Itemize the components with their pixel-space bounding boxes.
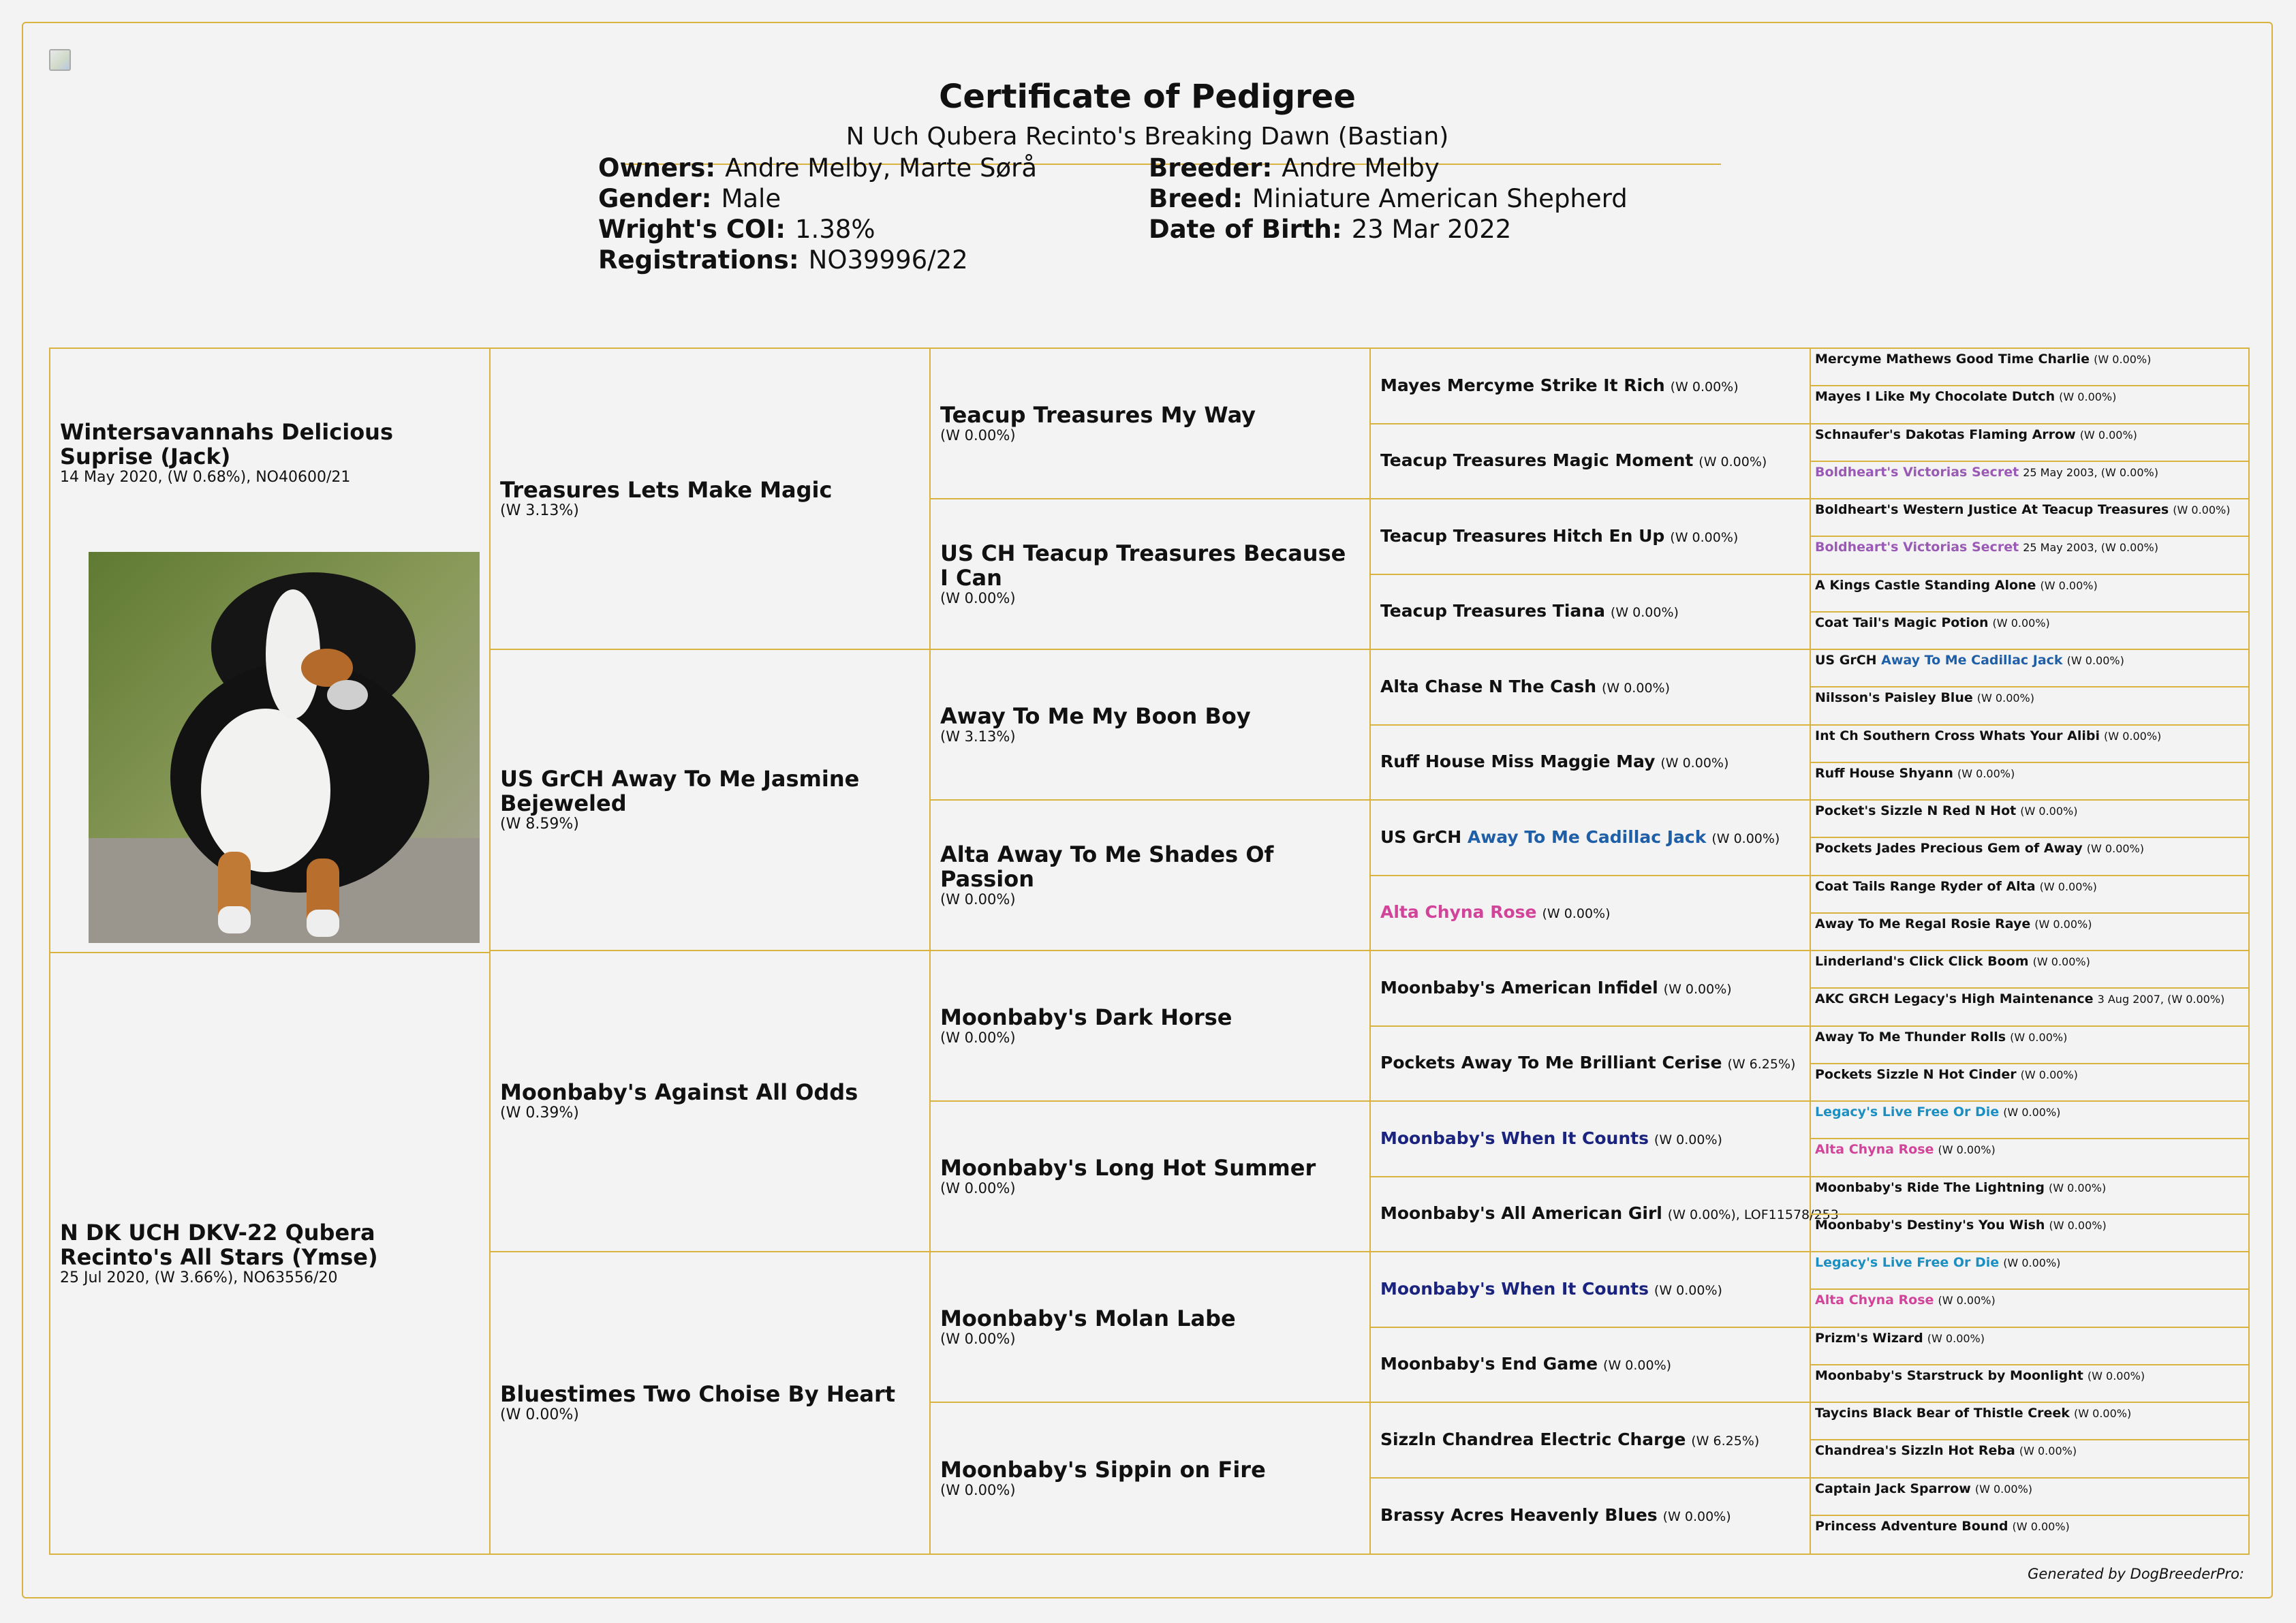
- gen2-detail: (W 0.39%): [500, 1104, 579, 1122]
- gen4-cell[interactable]: [1371, 1252, 1811, 1328]
- gen2-detail: (W 0.00%): [500, 1406, 579, 1423]
- gen5-cell[interactable]: [1811, 951, 2248, 989]
- gen5-line: [1815, 614, 2244, 632]
- gen5-detail: (W 0.00%): [2010, 1031, 2068, 1044]
- gen5-detail: (W 0.00%): [2079, 429, 2137, 442]
- gen5-cell[interactable]: [1811, 499, 2248, 537]
- gen5-name: Captain Jack Sparrow: [1815, 1481, 1971, 1496]
- gen4-detail: (W 0.00%): [1662, 1509, 1731, 1524]
- gen5-line: [1815, 1103, 2244, 1122]
- gen5-detail: (W 0.00%): [1938, 1294, 1996, 1307]
- gen2-cell[interactable]: [491, 1252, 931, 1554]
- gen5-cell[interactable]: [1811, 462, 2248, 499]
- gen5-line: [1815, 1066, 2244, 1084]
- title-prefix: US GrCH: [1815, 653, 1882, 668]
- gen4-name: Moonbaby's American Infidel: [1380, 977, 1658, 998]
- gen4-name: Alta Chyna Rose: [1380, 902, 1537, 922]
- gen5-detail: (W 0.00%): [2066, 654, 2124, 667]
- gen4-cell[interactable]: [1371, 1027, 1811, 1102]
- gen5-line: [1815, 1404, 2244, 1423]
- gen3-name: Alta Away To Me Shades Of Passion: [940, 841, 1274, 892]
- gen5-line: [1815, 990, 2244, 1008]
- gen5-detail: (W 0.00%): [2039, 880, 2097, 893]
- gen5-name: Away To Me Regal Rosie Raye: [1815, 916, 2031, 931]
- gen2-name: Treasures Lets Make Magic: [500, 477, 833, 503]
- gen5-detail: (W 0.00%): [2040, 579, 2098, 592]
- gen5-detail: (W 0.00%): [2003, 1106, 2061, 1119]
- gen5-name: Legacy's Live Free Or Die: [1815, 1255, 2000, 1270]
- owners-row: Owners: Andre Melby, Marte Sørå: [598, 153, 1038, 183]
- gen4-detail: (W 0.00%): [1660, 756, 1729, 771]
- coi-row: Wright's COI: 1.38%: [598, 215, 875, 244]
- gen5-line: [1815, 1028, 2244, 1047]
- dog-photo: [89, 552, 480, 943]
- gen3-detail: (W 0.00%): [940, 590, 1016, 606]
- gen4-detail: (W 0.00%): [1711, 831, 1780, 846]
- gen2-name: Moonbaby's Against All Odds: [500, 1079, 858, 1105]
- gen5-cell[interactable]: [1811, 914, 2248, 951]
- gen4-name: Moonbaby's When It Counts: [1380, 1278, 1649, 1299]
- pedigree-grid: [49, 347, 2250, 1555]
- gen5-line: [1815, 1291, 2244, 1310]
- gen4-name: Pockets Away To Me Brilliant Cerise: [1380, 1053, 1722, 1072]
- gen3-detail: (W 3.13%): [940, 728, 1016, 745]
- gen5-detail: (W 0.00%): [1957, 767, 2015, 780]
- gen4-cell[interactable]: [1371, 499, 1811, 575]
- gender-row: Gender: Male: [598, 184, 781, 213]
- gen4-detail: (W 6.25%): [1691, 1433, 1760, 1449]
- gen4-name: Teacup Treasures Tiana: [1380, 601, 1605, 621]
- gen5-line: [1815, 426, 2244, 444]
- gen5-detail: (W 0.00%): [1976, 692, 2034, 705]
- gen4-detail: (W 0.00%): [1610, 605, 1679, 620]
- gen5-detail: (W 0.00%): [2094, 353, 2152, 366]
- gen5-line: [1815, 350, 2244, 369]
- gen3-cell[interactable]: [931, 349, 1371, 499]
- gen3-detail: (W 0.00%): [940, 427, 1016, 444]
- dog-name-subtitle: N Uch Qubera Recinto's Breaking Dawn (Bastian): [846, 123, 1449, 151]
- gen4-detail: (W 0.00%): [1670, 379, 1739, 395]
- gen3-cell[interactable]: [931, 650, 1371, 801]
- gen3-cell[interactable]: [931, 801, 1371, 951]
- gen2-cell[interactable]: [491, 951, 931, 1252]
- gen4-cell[interactable]: [1371, 1177, 1839, 1252]
- gen5-cell[interactable]: [1811, 1479, 2248, 1516]
- gen5-line: [1815, 953, 2244, 971]
- title-prefix: Int Ch: [1815, 728, 1863, 743]
- gen4-detail: (W 0.00%): [1542, 906, 1611, 921]
- gen5-detail: (W 0.00%): [2020, 1068, 2078, 1081]
- gen5-cell[interactable]: [1811, 537, 2248, 575]
- gen3-cell[interactable]: [931, 1252, 1371, 1403]
- gen4-detail: (W 0.00%): [1603, 1358, 1672, 1373]
- gen5-cell[interactable]: [1811, 1102, 2248, 1139]
- gen5-detail: (W 0.00%): [2049, 1219, 2107, 1232]
- gen5-cell[interactable]: [1811, 1328, 2248, 1365]
- gen4-line: [1380, 526, 1800, 548]
- gen5-line: [1815, 915, 2244, 933]
- gen5-cell[interactable]: [1811, 687, 2248, 726]
- gen5-detail: (W 0.00%): [2003, 1256, 2061, 1269]
- dam-name: N DK UCH DKV-22 Qubera Recinto's All Stars (Ymse): [60, 1219, 378, 1270]
- gen5-name: Legacy's Live Free Or Die: [1815, 1104, 2000, 1119]
- gen5-detail: (W 0.00%): [2104, 730, 2162, 743]
- gen5-cell[interactable]: [1811, 424, 2248, 462]
- gen5-detail: 3 Aug 2007, (W 0.00%): [2097, 993, 2225, 1006]
- gen5-name: Alta Chyna Rose: [1815, 1293, 1934, 1308]
- gen5-cell[interactable]: [1811, 1440, 2248, 1479]
- gen5-cell[interactable]: [1811, 1177, 2248, 1215]
- gen5-cell[interactable]: [1811, 1215, 2248, 1252]
- gen5-name: Princess Adventure Bound: [1815, 1519, 2008, 1534]
- gen5-cell[interactable]: [1811, 1027, 2248, 1064]
- gen5-line: [1815, 576, 2244, 595]
- gen5-cell[interactable]: [1811, 838, 2248, 876]
- gen5-line: [1815, 1141, 2244, 1159]
- gen4-line: [1380, 677, 1800, 698]
- gen5-name: Boldheart's Victorias Secret: [1815, 540, 2019, 555]
- gen4-name: Teacup Treasures Magic Moment: [1380, 450, 1694, 470]
- gen2-detail: (W 8.59%): [500, 816, 579, 833]
- title-prefix: US GrCH: [1380, 826, 1468, 847]
- gen5-cell[interactable]: [1811, 1403, 2248, 1440]
- gen5-cell[interactable]: [1811, 386, 2248, 424]
- gen3-cell[interactable]: [931, 1403, 1371, 1554]
- sire-name: Wintersavannahs Delicious Suprise (Jack): [60, 419, 393, 469]
- gen5-name: Coat Tail's Magic Potion: [1815, 615, 1989, 630]
- gen2-cell[interactable]: [491, 650, 931, 951]
- gen4-line: [1380, 1203, 1839, 1225]
- gen5-cell[interactable]: [1811, 575, 2248, 613]
- title-prefix: AKC GRCH: [1815, 991, 1894, 1006]
- page-title: Certificate of Pedigree: [939, 78, 1356, 116]
- gen3-detail: (W 0.00%): [940, 1030, 1016, 1046]
- info-right-column: [1149, 153, 1628, 245]
- gen4-name: Ruff House Miss Maggie May: [1380, 752, 1656, 771]
- gen4-detail: (W 0.00%): [1663, 981, 1732, 997]
- gen4-name: Moonbaby's All American Girl: [1380, 1203, 1662, 1223]
- gen4-line: [1380, 1429, 1800, 1451]
- gen3-name: Away To Me My Boon Boy: [940, 703, 1251, 729]
- gen5-line: [1815, 1480, 2244, 1498]
- gen5-name: Nilsson's Paisley Blue: [1815, 690, 1973, 705]
- gen3-cell[interactable]: [931, 499, 1371, 650]
- logo-image-icon: [49, 49, 71, 71]
- gen5-name: Away To Me Thunder Rolls: [1815, 1030, 2006, 1045]
- gen5-name: Pocket's Sizzle N Red N Hot: [1815, 803, 2017, 818]
- gen5-name: Mayes I Like My Chocolate Dutch: [1815, 389, 2055, 404]
- gen4-line: [1380, 1128, 1800, 1150]
- dam-cell[interactable]: [50, 953, 491, 1554]
- gen5-name: Away To Me Cadillac Jack: [1881, 653, 2063, 668]
- gen4-detail: (W 0.00%): [1654, 1282, 1722, 1298]
- gen5-line: [1815, 839, 2244, 858]
- gen5-cell[interactable]: [1811, 763, 2248, 801]
- gen5-detail: (W 0.00%): [2019, 1444, 2077, 1457]
- gen5-name: Schnaufer's Dakotas Flaming Arrow: [1815, 427, 2076, 442]
- gen5-line: [1815, 1254, 2244, 1272]
- gen5-cell[interactable]: [1811, 726, 2248, 763]
- gen3-name: Teacup Treasures My Way: [940, 402, 1256, 428]
- gen5-detail: 25 May 2003, (W 0.00%): [2023, 466, 2158, 479]
- gen4-name: Brassy Acres Heavenly Blues: [1380, 1505, 1658, 1525]
- gen5-cell[interactable]: [1811, 1516, 2248, 1554]
- gen2-cell[interactable]: [491, 349, 931, 650]
- gen4-cell[interactable]: [1371, 349, 1811, 424]
- gen5-detail: (W 0.00%): [2034, 918, 2092, 931]
- gen5-name: Pockets Jades Precious Gem of Away: [1815, 841, 2083, 856]
- gen5-name: Southern Cross Whats Your Alibi: [1863, 728, 2100, 743]
- gen5-line: [1815, 764, 2244, 783]
- gen4-cell[interactable]: [1371, 876, 1811, 951]
- gen4-line: [1380, 827, 1800, 849]
- gen5-name: Boldheart's Western Justice At Teacup Treasures: [1815, 502, 2169, 517]
- breeder-row: Breeder: Andre Melby: [1149, 153, 1440, 183]
- gen5-line: [1815, 1442, 2244, 1460]
- gen4-cell[interactable]: [1371, 575, 1811, 650]
- gen5-detail: 25 May 2003, (W 0.00%): [2023, 541, 2158, 554]
- gen5-cell[interactable]: [1811, 349, 2248, 386]
- gen5-cell[interactable]: [1811, 1365, 2248, 1403]
- gen5-detail: (W 0.00%): [1938, 1143, 1996, 1156]
- gen5-name: Boldheart's Victorias Secret: [1815, 465, 2019, 480]
- gen4-line: [1380, 1505, 1800, 1527]
- gen5-name: Coat Tails Range Ryder of Alta: [1815, 879, 2036, 894]
- gen4-detail: (W 0.00%): [1670, 529, 1739, 545]
- dam-detail: 25 Jul 2020, (W 3.66%), NO63556/20: [60, 1269, 338, 1286]
- gen3-name: Moonbaby's Long Hot Summer: [940, 1155, 1316, 1181]
- gen3-cell[interactable]: [931, 951, 1371, 1102]
- gen4-cell[interactable]: [1371, 1102, 1811, 1177]
- gen5-detail: (W 0.00%): [2048, 1181, 2107, 1194]
- gen5-name: Alta Chyna Rose: [1815, 1142, 1934, 1157]
- gen5-line: [1815, 1179, 2244, 1197]
- gen5-name: Legacy's High Maintenance: [1893, 991, 2094, 1006]
- gen5-line: [1815, 1517, 2244, 1536]
- gen4-line: [1380, 902, 1800, 924]
- gen5-line: [1815, 1367, 2244, 1385]
- gen2-name: Bluestimes Two Choise By Heart: [500, 1381, 896, 1407]
- gen5-line: [1815, 878, 2244, 896]
- gen4-name: Mayes Mercyme Strike It Rich: [1380, 375, 1665, 395]
- gen5-line: [1815, 727, 2244, 745]
- gen5-cell[interactable]: [1811, 650, 2248, 687]
- gen5-detail: (W 0.00%): [2012, 1520, 2070, 1533]
- gen5-cell[interactable]: [1811, 1290, 2248, 1328]
- gen5-detail: (W 0.00%): [2032, 955, 2090, 968]
- gen3-detail: (W 0.00%): [940, 891, 1016, 908]
- gen3-detail: (W 0.00%): [940, 1331, 1016, 1347]
- gen5-line: [1815, 802, 2244, 820]
- gen4-line: [1380, 1354, 1800, 1376]
- gen3-name: Moonbaby's Dark Horse: [940, 1004, 1232, 1030]
- gen3-cell[interactable]: [931, 1102, 1371, 1252]
- gen4-line: [1380, 752, 1800, 773]
- gen3-name: Moonbaby's Molan Labe: [940, 1305, 1236, 1331]
- gen5-line: [1815, 463, 2244, 482]
- gen4-cell[interactable]: [1371, 726, 1811, 801]
- gen4-line: [1380, 450, 1800, 472]
- dob-row: Date of Birth: 23 Mar 2022: [1149, 215, 1512, 244]
- sire-cell[interactable]: [50, 349, 491, 953]
- gen4-detail: (W 0.00%), LOF11578/253: [1667, 1207, 1839, 1222]
- gen5-cell[interactable]: [1811, 989, 2248, 1027]
- gen5-line: [1815, 1216, 2244, 1235]
- gen3-detail: (W 0.00%): [940, 1482, 1016, 1498]
- gen2-detail: (W 3.13%): [500, 502, 579, 519]
- gen4-cell[interactable]: [1371, 650, 1811, 726]
- gen3-name: US CH Teacup Treasures Because I Can: [940, 540, 1346, 591]
- gen4-name: Sizzln Chandrea Electric Charge: [1380, 1429, 1686, 1449]
- gen4-detail: (W 6.25%): [1727, 1057, 1796, 1072]
- gen4-line: [1380, 1279, 1800, 1301]
- gen4-detail: (W 0.00%): [1698, 454, 1767, 469]
- gen4-name: Teacup Treasures Hitch En Up: [1380, 525, 1665, 546]
- gen5-name: Ruff House Shyann: [1815, 766, 1953, 781]
- gen4-cell[interactable]: [1371, 951, 1811, 1027]
- gen5-name: Mercyme Mathews Good Time Charlie: [1815, 352, 2090, 367]
- gen5-line: [1815, 689, 2244, 707]
- gen5-line: [1815, 651, 2244, 670]
- gen5-cell[interactable]: [1811, 613, 2248, 650]
- gen5-name: Moonbaby's Starstruck by Moonlight: [1815, 1368, 2083, 1383]
- gen4-line: [1380, 1053, 1800, 1075]
- gen5-name: Chandrea's Sizzln Hot Reba: [1815, 1443, 2015, 1458]
- gen5-name: Moonbaby's Ride The Lightning: [1815, 1180, 2045, 1195]
- gen4-line: [1380, 375, 1800, 397]
- gen3-detail: (W 0.00%): [940, 1180, 1016, 1196]
- gen4-line: [1380, 978, 1800, 1000]
- gen4-cell[interactable]: [1371, 424, 1811, 499]
- gen5-cell[interactable]: [1811, 801, 2248, 838]
- gen4-cell[interactable]: [1371, 801, 1811, 876]
- gen4-detail: (W 0.00%): [1654, 1132, 1722, 1147]
- gen4-cell[interactable]: [1371, 1403, 1811, 1479]
- gen4-name: Moonbaby's End Game: [1380, 1354, 1598, 1374]
- gen5-cell[interactable]: [1811, 1139, 2248, 1177]
- gen5-line: [1815, 538, 2244, 557]
- gen3-name: Moonbaby's Sippin on Fire: [940, 1457, 1266, 1483]
- gen4-name: Away To Me Cadillac Jack: [1467, 826, 1707, 847]
- gen5-cell[interactable]: [1811, 1252, 2248, 1290]
- gen5-cell[interactable]: [1811, 876, 2248, 914]
- gen5-detail: (W 0.00%): [2073, 1407, 2132, 1420]
- breed-row: Breed: Miniature American Shepherd: [1149, 184, 1628, 213]
- gen4-name: Alta Chase N The Cash: [1380, 676, 1597, 696]
- gen5-line: [1815, 388, 2244, 406]
- gen4-line: [1380, 601, 1800, 623]
- dog-photo-icon: [89, 552, 480, 943]
- gen5-detail: (W 0.00%): [1992, 617, 2050, 630]
- gen5-name: Prizm's Wizard: [1815, 1331, 1923, 1346]
- gen4-cell[interactable]: [1371, 1328, 1811, 1403]
- gen4-cell[interactable]: [1371, 1479, 1811, 1554]
- gen4-detail: (W 0.00%): [1601, 680, 1670, 696]
- gen5-name: Pockets Sizzle N Hot Cinder: [1815, 1067, 2017, 1082]
- gen5-detail: (W 0.00%): [1974, 1483, 2033, 1496]
- generated-by-footer: Generated by DogBreederPro:: [2028, 1566, 2244, 1582]
- gen5-name: A Kings Castle Standing Alone: [1815, 578, 2036, 593]
- gen5-detail: (W 0.00%): [2086, 842, 2144, 855]
- info-left-column: [598, 153, 1037, 275]
- gen5-detail: (W 0.00%): [2059, 390, 2117, 403]
- gen5-name: Moonbaby's Destiny's You Wish: [1815, 1218, 2045, 1233]
- gen5-name: Taycins Black Bear of Thistle Creek: [1815, 1406, 2070, 1421]
- gen5-name: Linderland's Click Click Boom: [1815, 954, 2029, 969]
- registrations-row: Registrations: NO39996/22: [598, 245, 968, 275]
- gen5-cell[interactable]: [1811, 1064, 2248, 1102]
- gen4-name: Moonbaby's When It Counts: [1380, 1128, 1649, 1148]
- sire-detail: 14 May 2020, (W 0.68%), NO40600/21: [60, 469, 351, 486]
- gen5-detail: (W 0.00%): [2020, 805, 2078, 818]
- gen5-line: [1815, 501, 2244, 519]
- gen2-name: US GrCH Away To Me Jasmine Bejeweled: [500, 766, 860, 816]
- gen5-detail: (W 0.00%): [2087, 1370, 2145, 1382]
- gen5-line: [1815, 1329, 2244, 1348]
- gen5-detail: (W 0.00%): [1927, 1332, 1985, 1345]
- gen5-detail: (W 0.00%): [2173, 504, 2231, 516]
